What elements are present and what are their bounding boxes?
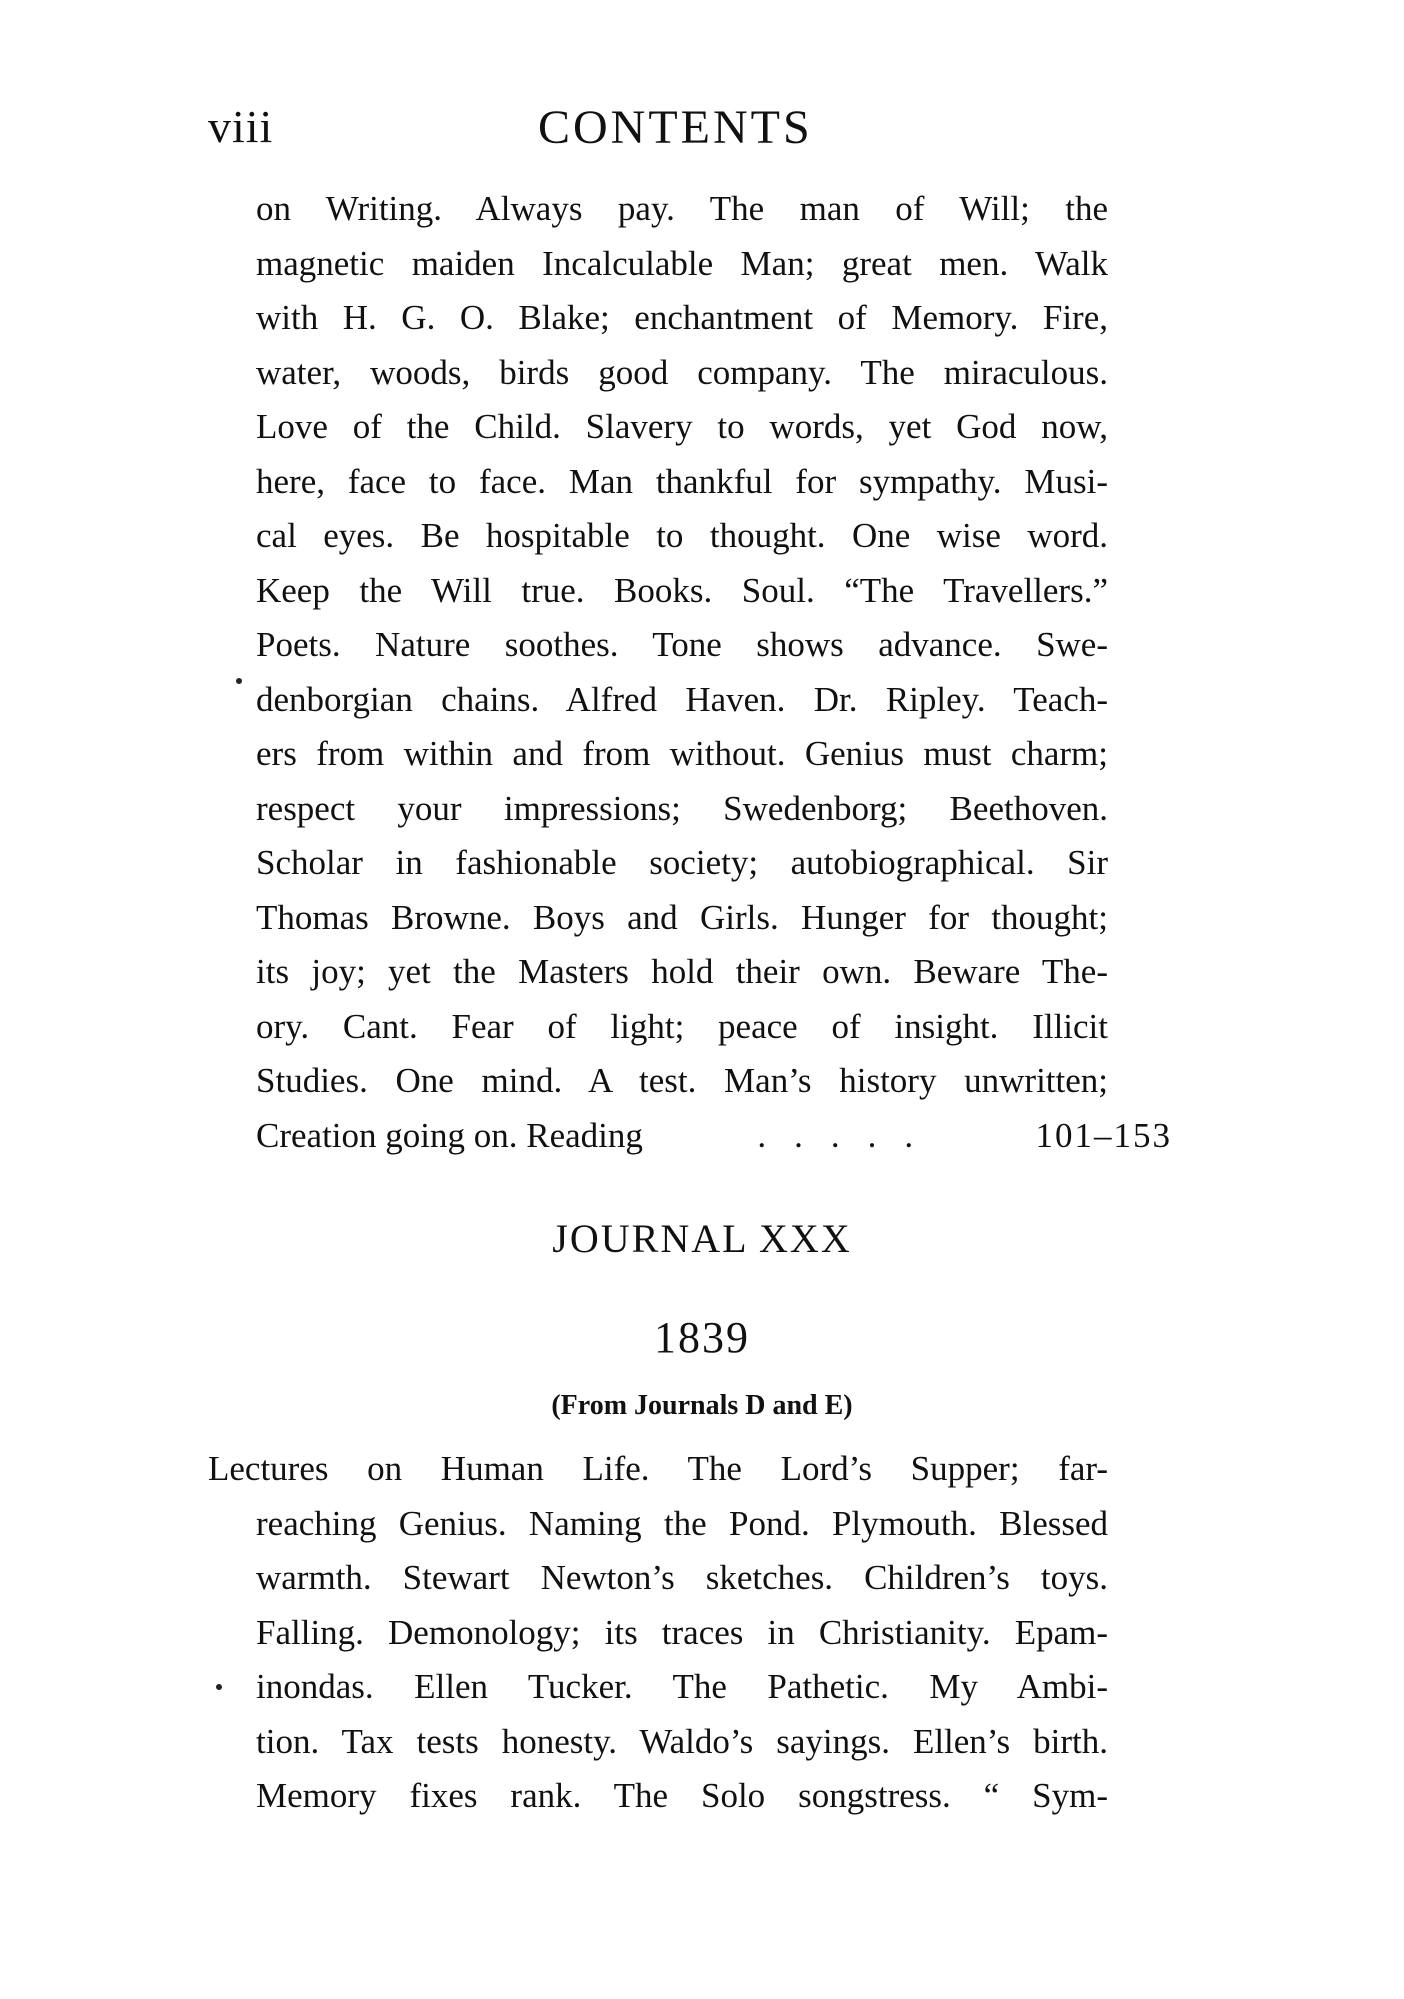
entry-line: reaching Genius. Naming the Pond. Plymouth. Blessed — [256, 1503, 1108, 1543]
entry-line: here, face to face. Man thankful for sympathy. Musi- — [256, 461, 1108, 501]
running-title: CONTENTS — [538, 101, 813, 154]
entry-line: Studies. One mind. A test. Man’s history unwritten; — [256, 1061, 1108, 1100]
entry-line: water, woods, birds good company. The miraculous. — [256, 352, 1108, 392]
entry-line: Keep the Will true. Books. Soul. “The Travellers.” — [256, 570, 1108, 610]
entry-line: ers from within and from without. Genius must charm; — [256, 734, 1108, 773]
entry-line: Memory fixes rank. The Solo songstress. “ Sym- — [256, 1776, 1108, 1815]
entry-line: Lectures on Human Life. The Lord’s Supper; far- — [208, 1449, 1108, 1488]
entry-line: cal eyes. Be hospitable to thought. One wise word. — [256, 516, 1108, 555]
entry-line: with H. G. O. Blake; enchantment of Memory. Fire, — [256, 298, 1108, 337]
print-speck — [216, 1684, 222, 1690]
entry-line: Falling. Demonology; its traces in Christianity. Epam- — [256, 1612, 1108, 1652]
print-speck — [236, 678, 242, 684]
entry-line: denborgian chains. Alfred Haven. Dr. Ripley. Teach- — [256, 679, 1108, 719]
entry-last-line — [256, 1109, 1172, 1164]
journal-source: (From Journals D and E) — [551, 1390, 853, 1421]
entry-line: magnetic maiden Incalculable Man; great men. Walk — [256, 243, 1108, 283]
entry-line: Thomas Browne. Boys and Girls. Hunger for thought; — [256, 897, 1108, 937]
entry-line: Poets. Nature soothes. Tone shows advance. Swe- — [256, 625, 1108, 664]
contents-entry-continued — [256, 182, 1172, 1163]
entry-line: Scholar in fashionable society; autobiographical. Sir — [256, 843, 1108, 882]
page-number: viii — [208, 101, 274, 152]
journal-year: 1839 — [654, 1313, 750, 1362]
entry-line: respect your impressions; Swedenborg; Beethoven. — [256, 788, 1108, 828]
entry-line: warmth. Stewart Newton’s sketches. Children’s toys. — [256, 1558, 1108, 1597]
dot-leader: ..... — [757, 1115, 942, 1155]
entry-line: its joy; yet the Masters hold their own. Beware The- — [256, 952, 1108, 991]
entry-line: ory. Cant. Fear of light; peace of insight. Illicit — [256, 1006, 1108, 1046]
entry-last-line-text: Creation going on. Reading — [256, 1115, 643, 1155]
journal-heading: JOURNAL XXX — [552, 1216, 852, 1261]
entry-line: inondas. Ellen Tucker. The Pathetic. My Ambi- — [256, 1667, 1108, 1706]
running-head — [208, 100, 1208, 170]
entry-line: Love of the Child. Slavery to words, yet God now, — [256, 407, 1108, 446]
entry-line: tion. Tax tests honesty. Waldo’s sayings. Ellen’s birth. — [256, 1721, 1108, 1761]
contents-entry-journal-xxx — [208, 1442, 1108, 1824]
page-range: 101–153 — [1035, 1115, 1172, 1155]
entry-line: on Writing. Always pay. The man of Will; the — [256, 189, 1108, 228]
